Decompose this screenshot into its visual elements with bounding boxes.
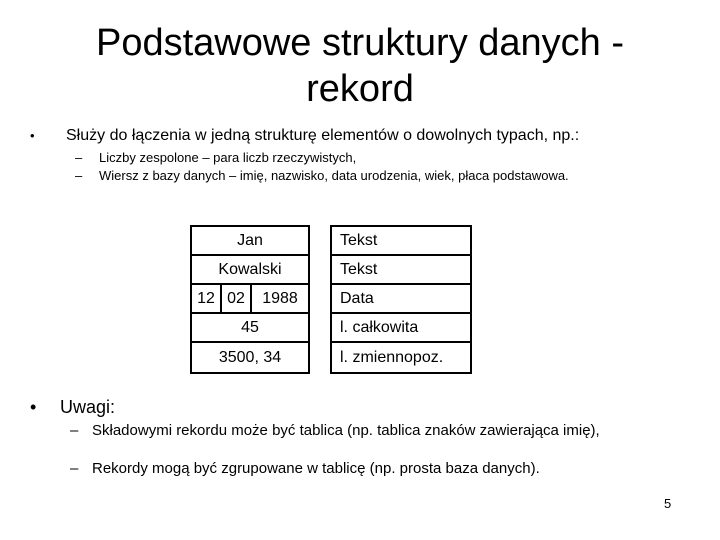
page-number: 5: [664, 496, 672, 511]
record-type-cell: Tekst: [332, 227, 470, 256]
date-year: 1988: [262, 290, 298, 307]
note-item: [70, 422, 670, 439]
title-line-2: rekord: [306, 68, 414, 110]
sub-bullet-complex: [75, 149, 356, 166]
record-value-cell: Kowalski: [192, 256, 308, 285]
record-date-cell: [192, 285, 308, 314]
bullet-notes: [30, 396, 115, 418]
title-line-1: Podstawowe struktury danych -: [95, 22, 624, 64]
date-day: 12: [192, 285, 222, 312]
record-value-cell: Jan: [192, 227, 308, 256]
sub-bullet-text: Liczby zespolone – para liczb rzeczywistych,: [99, 150, 357, 165]
record-value-cell: 45: [192, 314, 308, 343]
record-value-cell: 3500, 34: [218, 349, 282, 366]
bullet-text: Służy do łączenia w jedną strukturę elementów o dowolnych typach, np.:: [66, 127, 580, 144]
record-type-cell: l. całkowita: [332, 314, 470, 343]
record-type-cell: l. zmiennopoz.: [340, 349, 444, 366]
record-type-cell: Data: [332, 285, 470, 314]
dash-icon: –: [70, 460, 79, 477]
sub-bullet-text: Wiersz z bazy danych – imię, nazwisko, data urodzenia, wiek, płaca podstawowa.: [99, 168, 569, 183]
note-text: Rekordy mogą być zgrupowane w tablicę (np. prosta baza danych).: [92, 460, 540, 477]
dash-icon: –: [75, 168, 83, 183]
date-month: 02: [222, 285, 252, 312]
bullet-description: [30, 126, 579, 145]
dash-icon: –: [70, 422, 79, 439]
slide-title: [60, 20, 660, 112]
record-type-cell: Tekst: [332, 256, 470, 285]
note-item: [70, 460, 670, 477]
bullet-icon: •: [30, 128, 35, 143]
record-values-table: [190, 225, 310, 374]
notes-heading: Uwagi:: [60, 397, 116, 417]
sub-bullet-database-row: [75, 167, 569, 184]
note-text: Składowymi rekordu może być tablica (np. tablica znaków zawierająca imię),: [92, 422, 600, 439]
dash-icon: –: [75, 150, 83, 165]
bullet-icon: •: [30, 397, 37, 417]
record-types-table: [330, 225, 472, 374]
